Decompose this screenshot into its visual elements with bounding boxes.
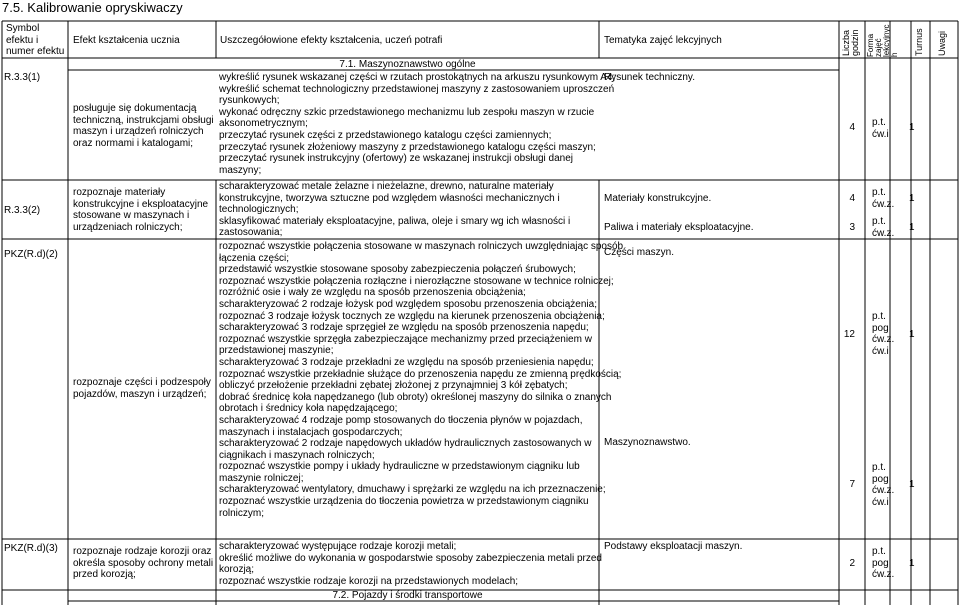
header-hours: Liczba godzin xyxy=(841,29,860,56)
row-symbol: R.3.3(1) xyxy=(4,72,41,83)
header-symbol: Symbol efektu i numer efektu xyxy=(6,23,65,58)
header-form: Forma zajęć lekcyjnyc h xyxy=(866,24,899,57)
row-turn: 1 xyxy=(909,329,915,340)
row-effect: rozpoznaje materiały konstrukcyjne i eksploatacyjne stosowane w maszynach i urządzeniach rolniczych; xyxy=(73,187,209,233)
row-symbol: R.3.3(2) xyxy=(4,205,41,216)
row-detailed-effects: wykreślić rysunek wskazanej części w rzutach prostokątnych na arkuszu rysunkowym A4; wykreślić schemat technologiczny przedstawionej maszyny z zastosowaniem uproszczeń rysunkowych; wykonać odręczny szkic przedstawionego mechanizmu lub zespołu maszyn w rzucie aksonometrycznym; przeczytać rysunek części z przedstawionego katalogu części zamiennych; przeczytać rysunek złożeniowy maszyny z przedstawionego katalogu części maszyn; przeczytać rysunek instrukcyjny (ofertowy) ze wskazanej instrukcji obsługi danej maszyny; xyxy=(219,72,616,176)
row-topic: Rysunek techniczny. xyxy=(604,72,695,83)
row-detailed-effects: rozpoznać wszystkie połączenia stosowane w maszynach rolniczych uwzględniając sposób łączenia części; przedstawić wszystkie stosowane sposoby zabezpieczenia połączeń śrubowych; rozpoznać wszystkie połączenia rozłączne i nierozłączne stosowane w technice rolniczej; rozróżnić osie i wały ze względu na sposób przenoszenia obciążenia; scharakteryzować 2 rodzaje łożysk pod względem sposobu przenoszenia obciążenia; rozpoznać 3 rodzaje łożysk tocznych ze względu na kierunek przenoszenia obciążenia; scharakteryzować 3 rodzaje sprzęgieł ze względu na sposób przenoszenia napędu; rozpoznać wszystkie sprzęgła zabezpieczające mechanizmy przed przeciążeniem w przedstawionej maszynie; scharakteryzować 3 rodzaje przekładni ze względu na sposób przeniesienia napędu; rozpoznać wszystkie przekładnie służące do przenoszenia napędu ze zmienną prędkością; obliczyć przełożenie przekładni zębatej złożonej z przynajmniej 3 kół zębatych; dobrać średnicę koła napędzanego (lub obroty) określonej maszyny do silnika o znanych obrotach i średnicy koła napędzającego; scharakteryzować 4 rodzaje pomp stosowanych do tłoczenia płynów w pojazdach, maszynach i instalacjach gospodarczych; scharakteryzować 2 rodzaje napędowych układów hydraulicznych zastosowanych w ciągnikach i maszynach rolniczych; rozpoznać wszystkie pompy i układy hydrauliczne w przedstawionym ciągniku lub maszynie rolniczej; scharakteryzować wentylatory, dmuchawy i sprężarki ze względu na ich przeznaczenie; rozpoznać wszystkie urządzenia do tłoczenia powietrza w przedstawionym ciągniku rolniczym; xyxy=(219,241,624,519)
row-detailed-effects: scharakteryzować metale żelazne i nieżelazne, drewno, naturalne materiały konstrukcyjne, tworzywa sztuczne pod względem własności mechanicznych i technologicznych; sklasyfikować materiały eksploatacyjne, paliwa, oleje i smary wg ich własności i zastosowania; xyxy=(219,181,571,239)
row-form: p.t. pog. ćw.z. ćw.i. xyxy=(872,462,895,508)
header-effect: Efekt kształcenia ucznia xyxy=(73,35,180,46)
row-turn: 1 xyxy=(909,122,915,133)
row-topic: Podstawy eksploatacji maszyn. xyxy=(604,541,743,552)
row-hours: 3 xyxy=(849,222,855,233)
subsection-title: 7.2. Pojazdy i środki transportowe xyxy=(332,590,483,601)
row-form: p.t. ćw.z. xyxy=(872,187,895,210)
row-hours: 12 xyxy=(843,329,855,340)
header-notes: Uwagi xyxy=(937,30,947,56)
row-turn: 1 xyxy=(909,558,915,569)
row-form: p.t. ćw.z. xyxy=(872,216,895,239)
row-hours: 4 xyxy=(849,122,855,133)
row-detailed-effects: scharakteryzować występujące rodzaje korozji metali; określić możliwe do wykonania w gospodarstwie sposoby zabezpieczenia metali przed korozją; rozpoznać wszystkie rodzaje korozji na przedstawionych modelach; xyxy=(219,541,602,587)
row-turn: 1 xyxy=(909,479,915,490)
row-form: p.t. pog. ćw.z. xyxy=(872,546,895,581)
row-hours: 7 xyxy=(849,479,855,490)
row-symbol: PKZ(R.d)(2) xyxy=(4,249,58,260)
row-form: p.t. pog. ćw.z. ćw.i. xyxy=(872,311,895,357)
header-detailed-effects: Uszczegółowione efekty kształcenia, uczeń potrafi xyxy=(220,35,443,46)
row-topic: Części maszyn. xyxy=(604,247,675,258)
row-effect: posługuje się dokumentacją techniczną, instrukcjami obsługi maszyn i urządzeń rolniczych oraz normami i katalogami; xyxy=(73,103,214,149)
subsection-title: 7.1. Maszynoznawstwo ogólne xyxy=(339,59,476,70)
row-symbol: PKZ(R.d)(3) xyxy=(4,543,58,554)
header-turn: Turnus xyxy=(914,28,924,56)
row-form: p.t. ćw.i. xyxy=(872,117,892,140)
row-hours: 2 xyxy=(849,558,855,569)
row-topic: Paliwa i materiały eksploatacyjne. xyxy=(604,222,754,233)
header-topics: Tematyka zajęć lekcyjnych xyxy=(604,35,722,46)
row-turn: 1 xyxy=(909,193,915,204)
row-hours: 4 xyxy=(849,193,855,204)
row-effect: rozpoznaje części i podzespoły pojazdów, maszyn i urządzeń; xyxy=(73,377,211,400)
row-effect: rozpoznaje rodzaje korozji oraz określa sposoby ochrony metali przed korozją; xyxy=(73,546,214,581)
section-title: 7.5. Kalibrowanie opryskiwaczy xyxy=(2,0,183,15)
row-topic: Maszynoznawstwo. xyxy=(604,437,691,448)
row-topic: Materiały konstrukcyjne. xyxy=(604,193,712,204)
row-turn: 1 xyxy=(909,222,915,233)
